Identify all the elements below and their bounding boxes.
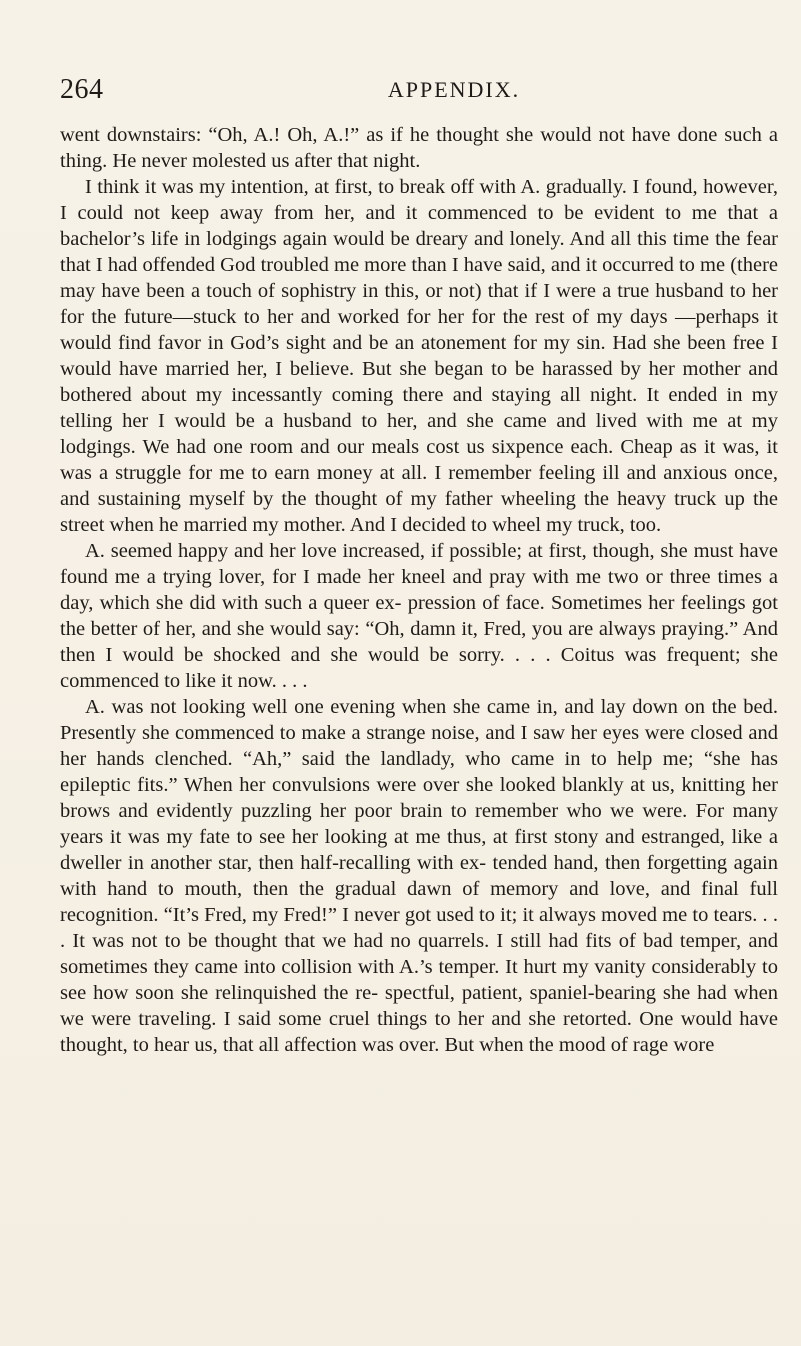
running-head: APPENDIX. (387, 77, 521, 102)
paragraph: A. seemed happy and her love increased, if possible; at first, though, she must have found me a trying lover, for I made her kneel and pray with me two or three times a day, which she did with such a queer ex- pression of face. Sometimes her feelings got the better of her, and she would say: “Oh, damn it, Fred, you are always praying.” And then I would be shocked and she would be sorry. . . . Coitus was frequent; she commenced to like it now. . . . (60, 540, 778, 692)
page-header (60, 70, 778, 110)
paragraph: I think it was my intention, at first, to break off with A. gradually. I found, however, I could not keep away from her, and it commenced to be evident to me that a bachelor’s life in lodgings again would be dreary and lonely. And all this time the fear that I had offended God troubled me more than I have said, and it occurred to me (there may have been a touch of sophistry in this, or not) that if I were a true husband to her for the future—stuck to her and worked for her for the rest of my days —perhaps it would find favor in God’s sight and be an atonement for my sin. Had she been free I would have married her, I believe. But she began to be harassed by her mother and bothered about my incessantly coming there and staying all night. It ended in my telling her I would be a husband to her, and she came and lived with me at my lodgings. We had one room and our meals cost us sixpence each. Cheap as it was, it was a struggle for me to earn money at all. I remember feeling ill and anxious once, and sustaining myself by the thought of my father wheeling the heavy truck up the street when he married my mother. And I decided to wheel my truck, too. (60, 176, 779, 536)
body-text (60, 122, 778, 1058)
paragraph: A. was not looking well one evening when she came in, and lay down on the bed. Presently she commenced to make a strange noise, and I saw her eyes were closed and her hands clenched. “Ah,” said the landlady, who came in to help me; “she has epileptic fits.” When her convulsions were over she looked blankly at us, knitting her brows and evidently puzzling her poor brain to remember who we were. For many years it was my fate to see her looking at me thus, at first stony and estranged, like a dweller in another star, then half-recalling with ex- tended hand, then forgetting again with hand to mouth, then the gradual dawn of memory and love, and final full recognition. “It’s Fred, my Fred!” I never got used to it; it always moved me to tears. . . . It was not to be thought that we had no quarrels. I still had fits of bad temper, and sometimes they came into collision with A.’s temper. It hurt my vanity considerably to see how soon she relinquished the re- spectful, patient, spaniel-bearing she had when we were traveling. I said some cruel things to her and she retorted. One would have thought, to hear us, that all affection was over. But when the mood of rage wore (60, 696, 778, 1056)
page-number: 264 (60, 74, 104, 105)
paragraph: went downstairs: “Oh, A.! Oh, A.!” as if he thought she would not have done such a thing. He never molested us after that night. (60, 124, 778, 172)
